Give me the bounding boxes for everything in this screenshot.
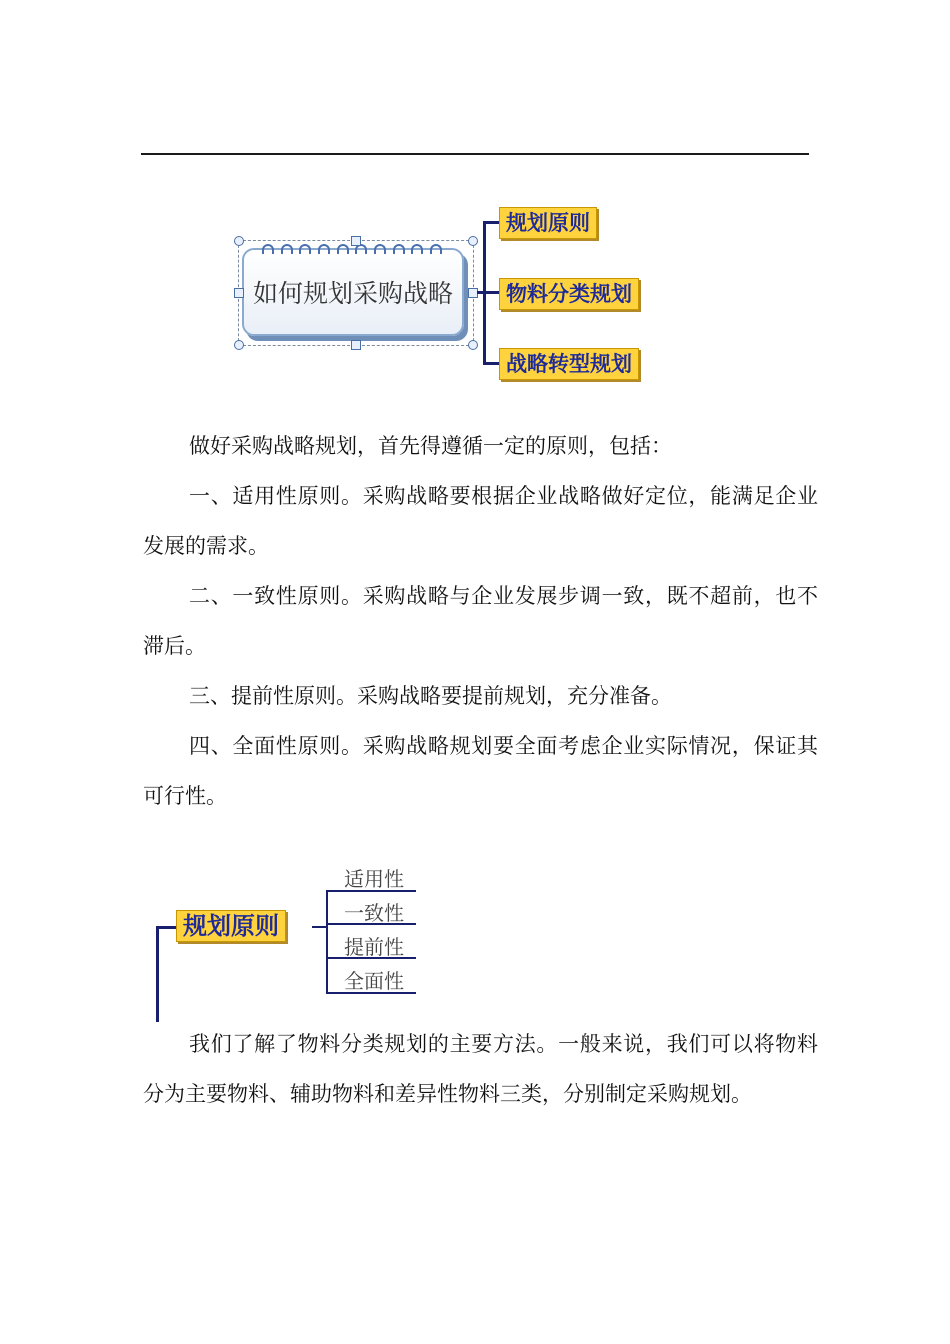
mind-map-strategy <box>228 200 688 390</box>
resize-handle[interactable] <box>234 340 244 350</box>
paragraph-principle-3: 三、提前性原则。采购战略要提前规划，充分准备。 <box>189 684 672 708</box>
node-planning-principles[interactable]: 规划原则 <box>176 910 286 942</box>
connector-line <box>156 926 159 1022</box>
connector-line <box>483 221 499 224</box>
connector-line <box>483 362 499 365</box>
child-proactiveness[interactable]: 提前性 <box>344 935 404 959</box>
paragraph-principle-4: 四、全面性原则。采购战略规划要全面考虑企业实际情况，保证其可行性。 <box>143 734 818 808</box>
connector-line <box>156 926 176 929</box>
resize-handle[interactable] <box>234 288 244 298</box>
paragraph-principle-1: 一、适用性原则。采购战略要根据企业战略做好定位，能满足企业发展的需求。 <box>143 484 818 558</box>
selection-box <box>238 240 474 346</box>
paragraph-intro: 做好采购战略规划，首先得遵循一定的原则，包括： <box>189 434 672 458</box>
resize-handle[interactable] <box>351 236 361 246</box>
connector-line <box>326 890 328 994</box>
child-applicability[interactable]: 适用性 <box>344 867 404 891</box>
branch-strategy-transformation[interactable]: 战略转型规划 <box>499 348 639 380</box>
resize-handle[interactable] <box>234 236 244 246</box>
resize-handle[interactable] <box>468 340 478 350</box>
connector-line <box>483 221 486 365</box>
mind-map-principles <box>150 860 450 1025</box>
central-topic[interactable]: 如何规划采购战略 <box>252 279 453 308</box>
branch-planning-principles[interactable]: 规划原则 <box>499 207 597 239</box>
child-consistency[interactable]: 一致性 <box>344 901 404 925</box>
resize-handle[interactable] <box>351 340 361 350</box>
paragraph-principle-2: 二、一致性原则。采购战略与企业发展步调一致，既不超前，也不滞后。 <box>143 584 818 658</box>
child-comprehensiveness[interactable]: 全面性 <box>344 969 404 993</box>
paragraph-material-classification: 我们了解了物料分类规划的主要方法。一般来说，我们可以将物料分为主要物料、辅助物料和差异性物料三类，分别制定采购规划。 <box>143 1032 818 1106</box>
header-rule <box>141 153 809 155</box>
branch-material-classification[interactable]: 物料分类规划 <box>499 278 639 310</box>
resize-handle[interactable] <box>468 236 478 246</box>
connector-line <box>477 291 499 294</box>
